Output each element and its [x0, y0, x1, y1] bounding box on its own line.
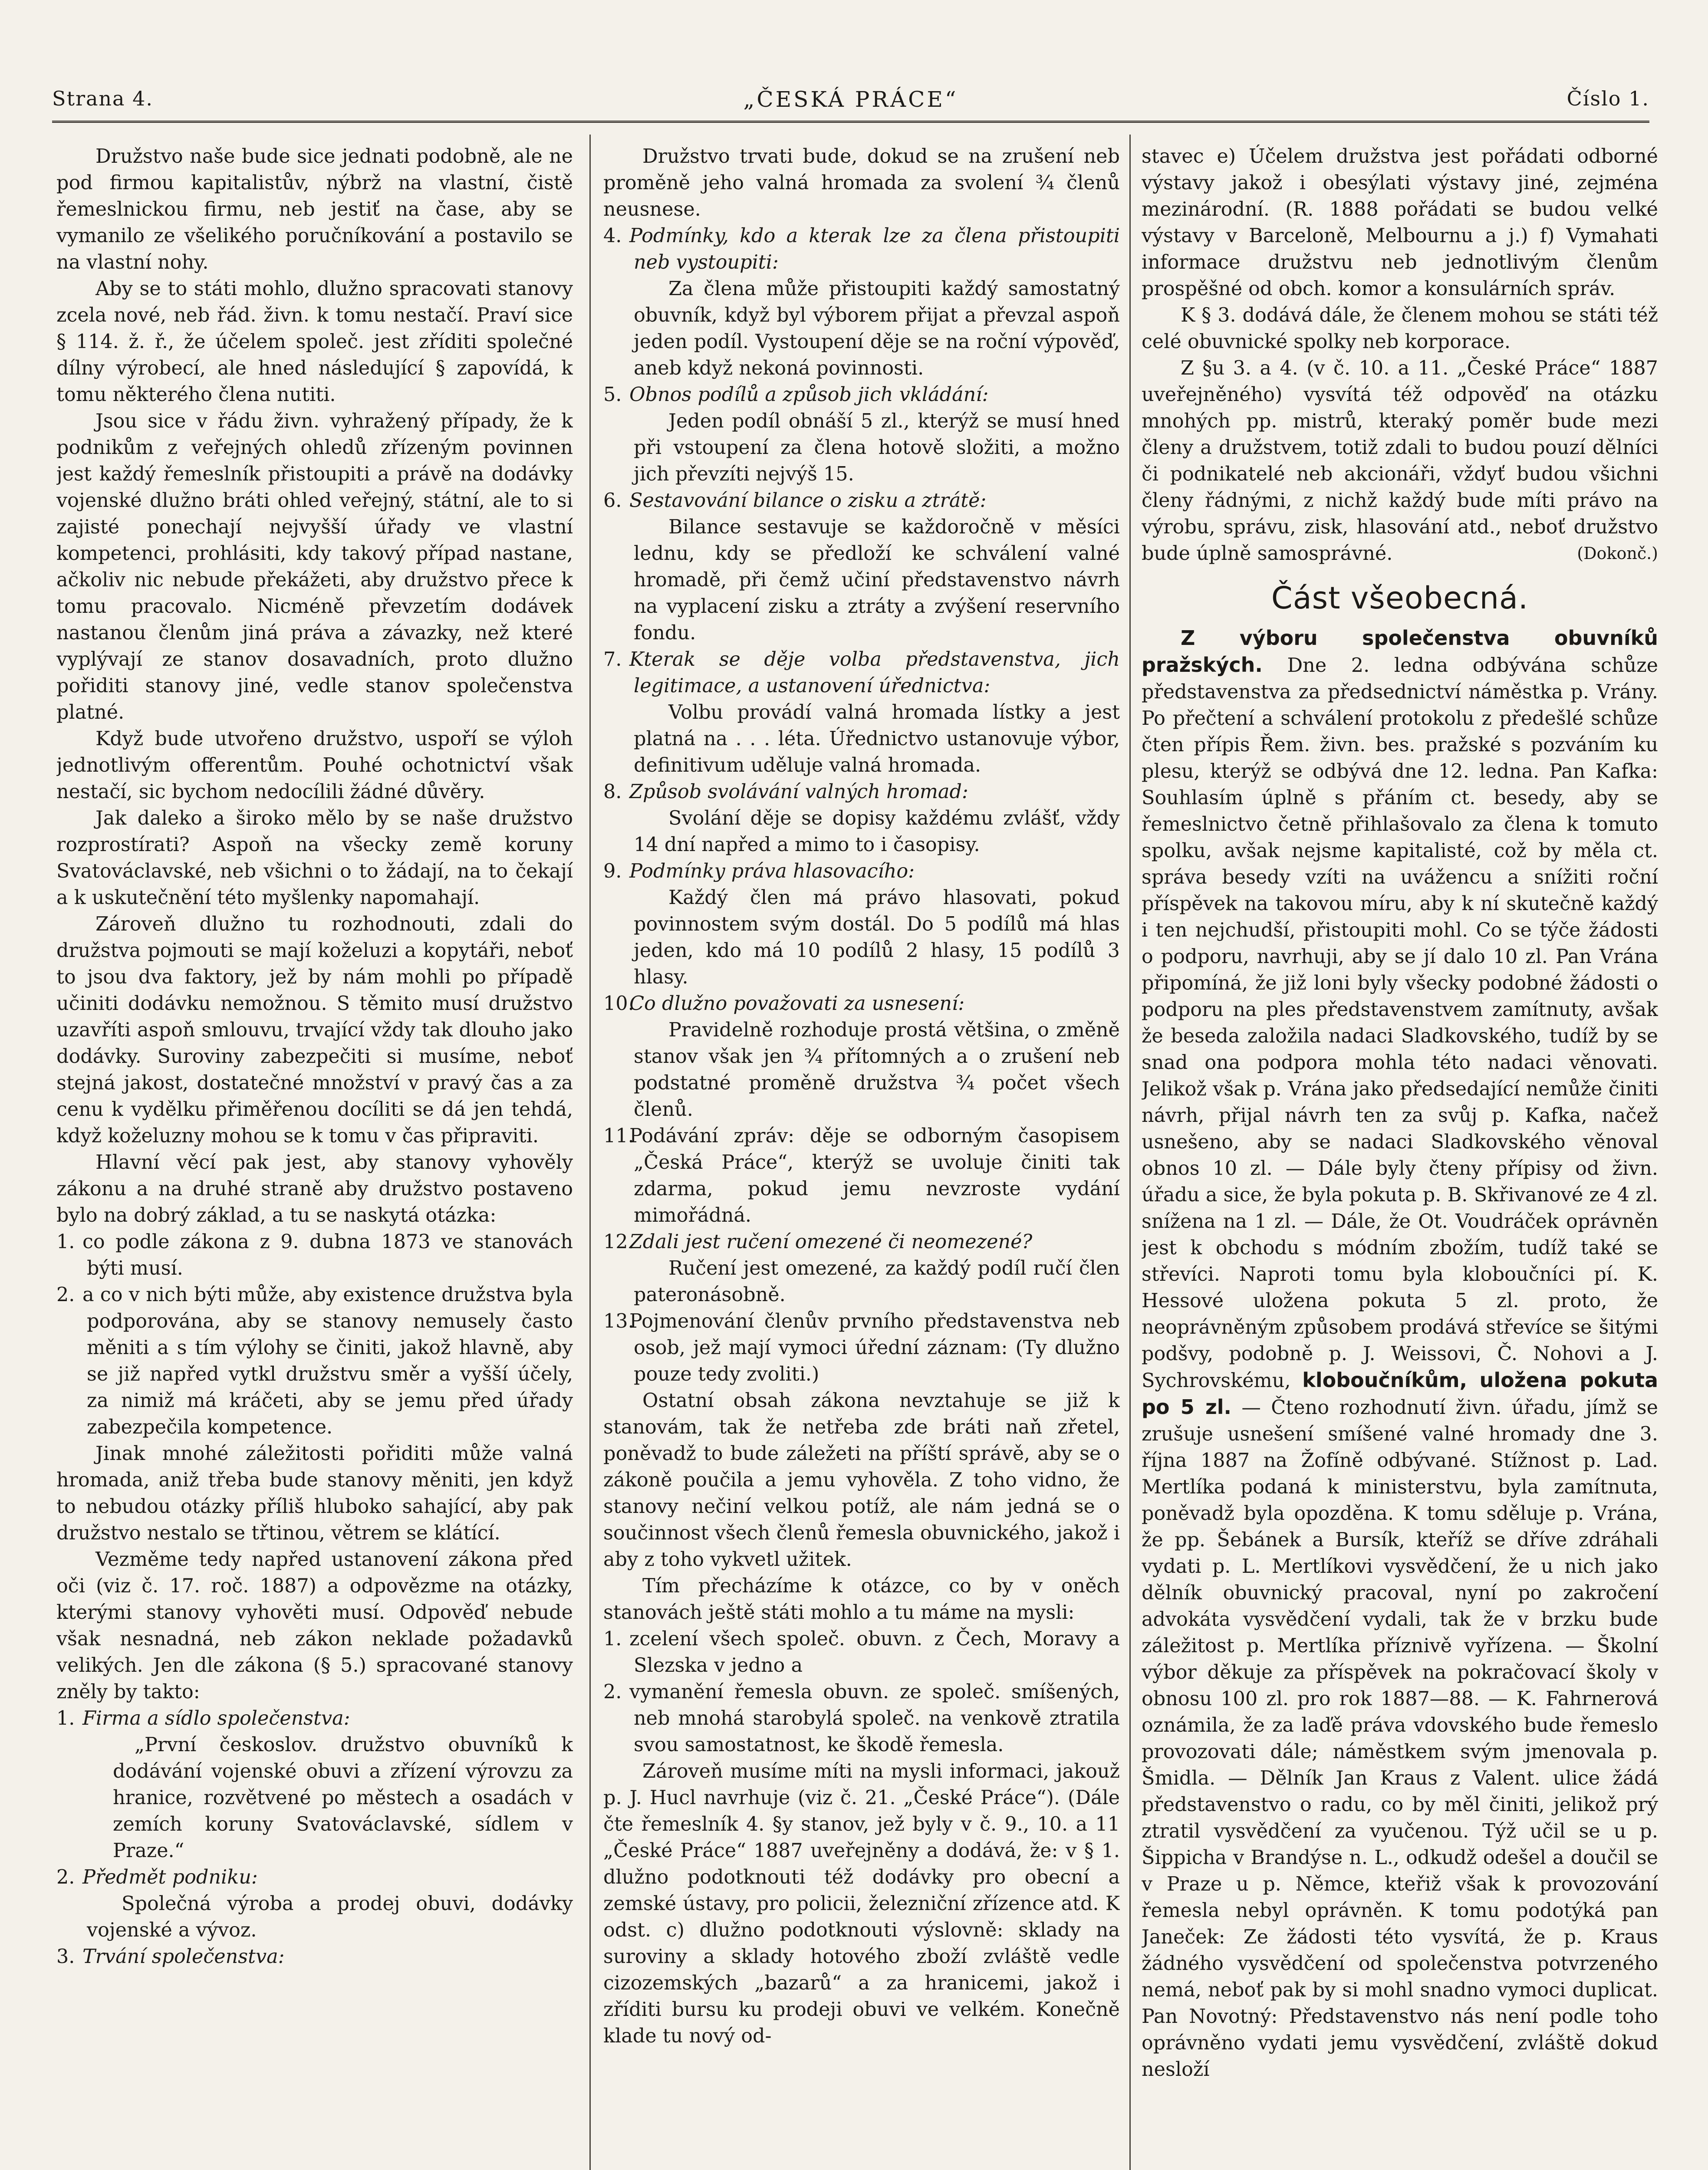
list-item: 7. Kterak se děje volba představenstva, jich legitimace, a ustanovení úřednictva: [603, 648, 1120, 697]
list-item: 8. Způsob svolávání valných hromad: [603, 781, 968, 803]
header-rule [52, 121, 1649, 123]
column-3 [1142, 143, 1658, 2170]
issue-number: Číslo 1. [1566, 87, 1649, 110]
section-heading: Část všeobecná. [1271, 580, 1529, 616]
list-item-text: zcelení všech společ. obuvn. z Čech, Moravy a Slezska v jedno a [629, 1628, 1120, 1677]
list-item-title: Trvání společenstva: [82, 1946, 285, 1968]
list-item: 13.Pojmenování členův prvního představenstva neb osob, jež mají vymoci úřední záznam: (Ty dlužno pouze tedy zvoliti.) [603, 1310, 1120, 1385]
news-item [1142, 625, 1658, 2083]
list-item-text: Ručení jest omezené, za každý podíl ručí člen pateronásobně. [634, 1257, 1120, 1306]
list-item: 2. vymanění řemesla obuvn. ze společ. smíšených, neb mnohá starobylá společ. na venkově ztratila svou samostatnost, ke škodě řemesla. [603, 1681, 1120, 1756]
list-item: 4. Podmínky, kdo a kterak lze za člena přistoupiti neb vystoupiti: [603, 225, 1120, 273]
list-item: 5. Obnos podílů a způsob jich vkládání: [603, 384, 989, 406]
paragraph: Družstvo trvati bude, dokud se na zrušení neb proměně jeho valná hromada za svolení ¾ členů neusnese. [603, 145, 1120, 220]
paragraph: Družstvo naše bude sice jednati podobně, ale ne pod firmou kapitalistův, nýbrž na vlastní, čistě řemeslnickou firmu, neb jestiť na čase, aby se vymanilo ze všelikého poručníkování a postavilo se na vlastní nohy. [56, 145, 573, 273]
list-item-text: Bilance sestavuje se každoročně v měsíci lednu, kdy se předloží ke schválení valné hromadě, při čemž učiní představenstvo návrh na vyplacení zisku a ztráty a zvýšení reservního fondu. [634, 516, 1120, 644]
paragraph-text: Z §u 3. a 4. (v č. 10. a 11. „České Práce“ 1887 uveřejněného) vysvítá též odpověď na otázku mnohých pp. mistrů, kteraký poměr bude mezi členy a družstvem, totiž zdali to budou pouzí dělníci či podnikatelé neb akcionáři, vždyť budou všichni členy řádnými, z nichž každý bude míti právo na výrobu, správu, zisk, hlasování atd., neboť družstvo bude úplně samosprávné. [1142, 357, 1658, 565]
list-item: 1. zcelení všech společ. obuvn. z Čech, Moravy a Slezska v jedno a [603, 1628, 1120, 1677]
statute-quote: „První českoslov. družstvo obuvníků k dodávání vojenské obuvi a zřízení výrovzu za hranice, rozvětvené po městech a osadách v zemích koruny Svatováclavské, sídlem v Praze.“ [113, 1734, 573, 1862]
list-item-text: Svolání děje se dopisy každému zvlášť, vždy 14 dní napřed a mimo to i časopisy. [634, 807, 1120, 856]
list-item-text: Podávání zpráv: děje se odborným časopisem „Česká Práce“, kterýž se uvoluje činiti tak zdarma, pokud jemu nevzroste vydání mimořádná. [629, 1125, 1120, 1226]
list-item-text: Pravidelně rozhoduje prostá většina, o změně stanov však jen ¾ přítomných a o zrušení neb podstatné proměně družstva ¾ počet všech členů. [634, 1019, 1120, 1121]
bold-phrase: kloboučníkům, uložena pokuta po 5 zl. [1142, 1368, 1658, 1419]
list-item-text: Za člena může přistoupiti každý samostatný obuvník, když byl výborem přijat a převzal aspoň jeden podíl. Vystoupení děje se na roční výpověď, aneb když nekoná povinnosti. [634, 278, 1120, 379]
column-2 [603, 143, 1120, 2170]
list-item-title: Kterak se děje volba představenstva, jich legitimace, a ustanovení úřednictva: [629, 648, 1120, 697]
column-divider [589, 135, 591, 2170]
news-item-heading: Z výboru společenstva obuvníků pražských. [1142, 626, 1658, 677]
paragraph: Zároveň dlužno tu rozhodnouti, zdali do družstva pojmouti se mají koželuzi a kopytáři, neboť to jsou dva faktory, jež by nám mohli po případě učiniti dodávku nemožnou. S těmito musí družstvo uzavříti aspoň smlouvu, trvající vždy tak dlouho jako dodávky. Suroviny zabezpečiti si musíme, neboť stejná jakost, dostatečné množství v pravý čas a za cenu k vydělku přiměřenou docíliti se dá jen tehdá, když koželuzny mohou se k tomu v čas připraviti. [56, 913, 573, 1147]
list-item-text: Pojmenování členův prvního představenstva neb osob, jež mají vymoci úřední záznam: (Ty dlužno pouze tedy zvoliti.) [629, 1310, 1120, 1385]
list-item: 10.Co dlužno považovati za usnesení: [603, 993, 965, 1015]
paragraph: Zároveň musíme míti na mysli informaci, jakouž p. J. Hucl navrhuje (viz č. 21. „České Práce“). (Dále čte řemeslník 4. §y stanov, jež byly v č. 9., 10. a 11 „České Práce“ 1887 uveřejněny a dodává, že: v § 1. dlužno podotknouti též dodávky pro obecní a zemské ústavy, pro policii, železniční zřízence atd. K odst. c) dlužno podotknouti výslovně: sklady na suroviny a sklady hotového zboží zvláště vedle cizozemských „bazarů“ a za hranicemi, jakož i zříditi bursu ku prodeji obuvi ve velkém. Konečně klade tu nový od- [603, 1760, 1120, 2047]
list-item: 2. a co v nich býti může, aby existence družstva byla podporována, aby se stanovy nemusely často měniti a s tím výlohy se činiti, jakož hlavně, aby se již napřed vytkl družstvu směr a vyšší účely, za nimiž má kráčeti, aby se jemu před úřady zabezpečila kompetence. [56, 1284, 573, 1438]
list-item-text: Volbu provádí valná hromada lístky a jest platná na . . . léta. Úřednictvo ustanovuje výbor, definitivum uděluje valná hromada. [634, 701, 1120, 776]
list-item-text: Společná výroba a prodej obuvi, dodávky vojenské a vývoz. [87, 1893, 573, 1941]
list-item-text: vymanění řemesla obuvn. ze společ. smíšených, neb mnohá starobylá společ. na venkově ztratila svou samostatnost, ke škodě řemesla. [629, 1681, 1120, 1756]
column-1 [56, 143, 573, 2170]
column-divider [1129, 135, 1131, 2170]
paragraph: Hlavní věcí pak jest, aby stanovy vyhověly zákonu a na druhé straně aby družstvo postaveno bylo na dobrý základ, a tu se naskytá otázka: [56, 1151, 573, 1226]
list-item-title: Sestavování bilance o zisku a ztrátě: [629, 490, 987, 512]
paragraph: K § 3. dodává dále, že členem mohou se státi též celé obuvnické spolky neb korporace. [1142, 304, 1658, 353]
list-item-title: Způsob svolávání valných hromad: [629, 781, 968, 803]
page-number: Strana 4. [52, 87, 153, 110]
paragraph: Aby se to státi mohlo, dlužno spracovati stanovy zcela nové, neb řád. živn. k tomu nestačí. Praví sice § 114. ž. ř., že účelem společ. jest zříditi společné dílny výrobecí, ale hned následující § zapovídá, k tomu některého člena nutiti. [56, 278, 573, 406]
list-item: 1. Firma a sídlo společenstva: [56, 1707, 350, 1729]
list-item-title: Zdali jest ručení omezené či neomezené? [629, 1231, 1033, 1253]
paragraph: Jinak mnohé záležitosti pořiditi může valná hromada, aniž třeba bude stanovy měniti, jen když to nebudou otázky příliš hluboko sahající, aby pak družstvo nestalo se třtinou, větrem se klátící. [56, 1443, 573, 1544]
list-item: 2. Předmět podniku: [56, 1866, 258, 1888]
paragraph [1142, 355, 1658, 567]
paragraph: Vezměme tedy napřed ustanovení zákona před oči (viz č. 17. roč. 1887) a odpovězme na otázky, kterými stanovy vyhověti musí. Odpověď nebude však nesnadná, neb zákon neklade požadavků velikých. Jen dle zákona (§ 5.) spracované stanovy zněly by takto: [56, 1549, 573, 1703]
masthead-title: „ČESKÁ PRÁCE“ [743, 87, 958, 112]
paragraph: Když bude utvořeno družstvo, uspoří se výloh jednotlivým offerentům. Pouhé ochotnictví však nestačí, sic bychom nedocílili žádné důvěry. [56, 728, 573, 803]
list-item-title: Obnos podílů a způsob jich vkládání: [629, 384, 989, 406]
news-item-text: — Čteno rozhodnutí živn. úřadu, jímž se zrušuje usnešení smíšené valné hromady dne 3. října 1887 na Žofíně odbývané. Stížnost p. Lad. Mertlíka podaná k ministerstvu, byla zamítnuta, poněvadž byla opozděna. K tomu sděluje p. Vrána, že pp. Šebánek a Bursík, kteříž se dříve zdráhali vydati p. L. Mertlíkovi vysvědčení, že u nich jako dělník obuvnický pracoval, nyní po zakročení advokáta vysvědčení vydali, tak že v brzku bude záležitost p. Mertlíka příznivě vyřízena. — Školní výbor děkuje za příspěvek na pokračovací školy v obnosu 100 zl. pro rok 1887—88. — K. Fahrnerová oznámila, že za laďě práva vdovského bude řemeslo provozovati dále; náměstkem svým jmenovala p. Šmidla. — Dělník Jan Kraus z Valent. ulice žádá představenstvo o radu, co by měl činiti, jelikož prý ztratil vysvědčení za vyučenou. Týž učil se u p. Šippicha v Brandýse n. L., odkudž odešel a doučil se v Praze u p. Němce, kteřiž však k provozování řemesla nebyl oprávněn. K tomu podotýká pan Janeček: Ze žádosti této vysvítá, že p. Kraus žádného vysvědčení od společenstva potvrzeného nemá, neboť pak by si mohl snadno vymoci duplicat. Pan Novotný: Představenstvo nás není podle toho oprávněno vydati jemu vysvědčení, zvláště dokud nesloží [1142, 1397, 1658, 2081]
list-item: 11.Podávání zpráv: děje se odborným časopisem „Česká Práce“, kterýž se uvoluje činiti tak zdarma, pokud jemu nevzroste vydání mimořádná. [603, 1125, 1120, 1226]
list-item-text: co podle zákona z 9. dubna 1873 ve stanovách býti musí. [82, 1231, 573, 1279]
list-item: 6. Sestavování bilance o zisku a ztrátě: [603, 490, 987, 512]
list-item: 3. Trvání společenstva: [56, 1946, 285, 1968]
list-item-title: Co dlužno považovati za usnesení: [629, 993, 965, 1015]
list-item-text: a co v nich býti může, aby existence družstva byla podporována, aby se stanovy nemusely často měniti a s tím výlohy se činiti, jakož hlavně, aby se již napřed vytkl družstvu směr a vyšší účely, za nimiž má kráčeti, aby se jemu před úřady zabezpečila kompetence. [82, 1284, 573, 1438]
paragraph: Tím přecházíme k otázce, co by v oněch stanovách ještě státi mohlo a tu máme na mysli: [603, 1575, 1120, 1624]
paragraph: Jak daleko a široko mělo by se naše družstvo rozprostírati? Aspoň na všecky země koruny Svatováclavské, neb všichni o to žádají, na to čekají a k uskutečnění této myšlenky napomahají. [56, 807, 573, 909]
list-item-title: Podmínky práva hlasovacího: [629, 860, 915, 882]
paragraph: Jsou sice v řádu živn. vyhražený případy, že k podnikům z veřejných ohledů zřízeným povinnen jest každý řemeslník přistoupiti a právě na dodávky vojenské dlužno bráti ohled veřejný, státní, ale to si zajisté ponechají nejvyšší úřady ve vlastní kompetenci, prohlásiti, kdy takový případ nastane, ačkoliv nic nebude překážeti, aby družstvo přece k tomu pracovalo. Nicméně převzetím dodávek nastanou členům jiná práva a závazky, než které vyplývají ze stanov dosavadních, proto dlužno pořiditi stanovy jiné, vedle stanov společenstva platné. [56, 410, 573, 723]
list-item: 12.Zdali jest ručení omezené či neomezené? [603, 1231, 1033, 1253]
list-item: 9. Podmínky práva hlasovacího: [603, 860, 915, 882]
list-item-title: Předmět podniku: [82, 1866, 258, 1888]
list-item-title: Firma a sídlo společenstva: [82, 1707, 350, 1729]
continuation-note: (Dokonč.) [1577, 544, 1658, 563]
paragraph: Ostatní obsah zákona nevztahuje se již k stanovám, tak že netřeba zde bráti naň zřetel, poněvadž to bude záležeti na příští správě, aby se o zákoně poučila a jemu vyhověla. Z toho vidno, že stanovy nečiní velkou potíž, ale nám jedná se o součinnost všech členů řemesla obuvnického, jakož i aby z toho vykvetl užitek. [603, 1390, 1120, 1571]
list-item-title: Podmínky, kdo a kterak lze za člena přistoupiti neb vystoupiti: [629, 225, 1120, 273]
list-item: 1. co podle zákona z 9. dubna 1873 ve stanovách býti musí. [56, 1231, 573, 1279]
page-header [52, 87, 1649, 122]
news-item-text: Dne 2. ledna odbývána schůze představenstva za předsednictví náměstka p. Vrány. Po přečtení a schválení protokolu z předešlé schůze čten přípis Řem. živn. bes. pražské s pozváním ku plesu, kterýž se odbývá dne 12. ledna. Pan Kafka: Souhlasím úplně s přáním ct. besedy, aby se řemeslnictvo četně přihlašovalo za člena k tomuto spolku, avšak nejsme kapitalisté, což by měla ct. správa besedy vzíti na uvážencu a snížiti roční příspěvek na takovou míru, aby k ní skutečně každý i ten nejchudší, přistoupiti mohl. Co se týče žádosti o podporu, navrhuji, aby se jí dalo 10 zl. Pan Vrána připomíná, že již loni byly všecky podobné žádosti o podporu na ples představenstvem zamítnuty, avšak že beseda založila nadaci Sladkovského, tudíž by se snad ona podpora mohla této nadaci věnovati. Jelikož však p. Vrána jako předsedající nemůže činiti návrh, přijal návrh ten za svůj p. Kafka, načež usnešeno, aby se nadaci Sladkovského věnoval obnos 10 zl. — Dále byly čteny přípisy od živn. úřadu a sice, že byla pokuta p. B. Skřivanové ze 4 zl. snížena na 1 zl. — Dále, že Ot. Voudráček oprávněn jest k obchodu s módním zbožím, tudíž také se střevíci. Naproti tomu byla kloboučníci pí. K. Hessové uložena pokuta 5 zl. proto, že neoprávněným způsobem prodává střevíce se šitými podšvy, podobně p. J. Weissovi, Č. Nohovi a J. Sychrovskému, [1142, 654, 1658, 1392]
list-item-text: Jeden podíl obnáší 5 zl., kterýž se musí hned při vstoupení za člena hotově složiti, a možno jich převzíti nejvýš 15. [634, 410, 1120, 485]
paragraph: stavec e) Účelem družstva jest pořádati odborné výstavy jakož i obesýlati výstavy jiné, zejména mezinárodní. (R. 1888 pořádati se budou velké výstavy v Barceloně, Melbournu a j.) f) Vymahati informace družstvu neb jednotlivým členům prospěšné od obch. komor a konsulárních správ. [1142, 145, 1658, 300]
list-item-text: Každý člen má právo hlasovati, pokud povinnostem svým dostál. Do 5 podílů má hlas jeden, kdo má 10 podílů 2 hlasy, 15 podílů 3 hlasy. [634, 887, 1120, 988]
